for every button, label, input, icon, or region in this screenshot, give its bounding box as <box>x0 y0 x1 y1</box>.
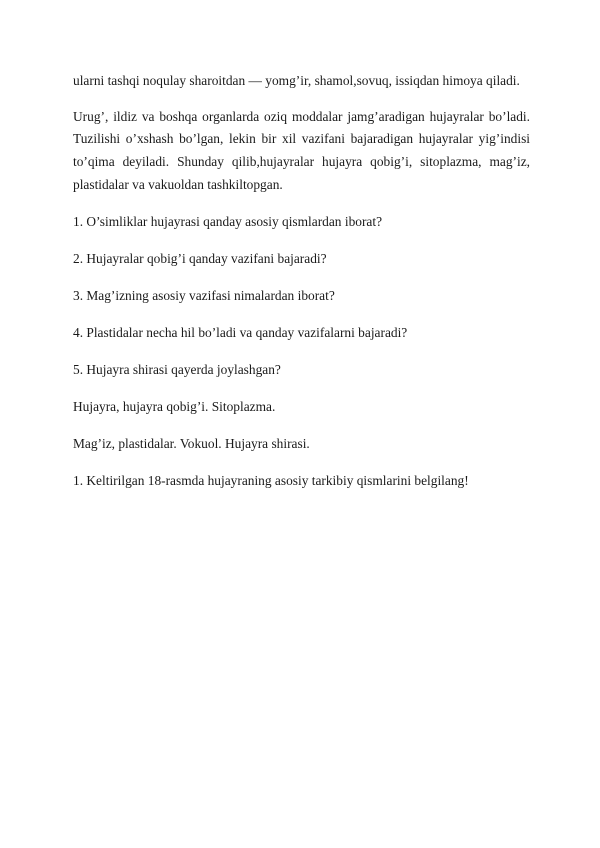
question-5: 5. Hujayra shirasi qayerda joylashgan? <box>73 361 281 377</box>
task-line: 1. Keltirilgan 18-rasmda hujayraning asosiy tarkibiy qismlarini belgilang! <box>73 472 469 488</box>
document-body <box>73 70 530 507</box>
terms-line-1: Hujayra, hujayra qobig’i. Sitoplazma. <box>73 398 276 414</box>
question-1: 1. O’simliklar hujayrasi qanday asosiy qismlardan iborat? <box>73 213 383 229</box>
question-2: 2. Hujayralar qobig’i qanday vazifani bajaradi? <box>73 250 327 266</box>
question-4: 4. Plastidalar necha hil bo’ladi va qanday vazifalarni bajaradi? <box>73 324 408 340</box>
question-3: 3. Mag’izning asosiy vazifasi nimalardan iborat? <box>73 287 335 303</box>
terms-line-2: Mag’iz, plastidalar. Vokuol. Hujayra shirasi. <box>73 435 310 451</box>
paragraph-protection: ularni tashqi noqulay sharoitdan — yomg’ir, shamol,sovuq, issiqdan himoya qiladi. <box>73 73 520 88</box>
paragraph-cells-tissue: Urug’, ildiz va boshqa organlarda oziq moddalar jamg’aradigan hujayralar bo’ladi. Tuzilishi o’xshash bo’lgan, lekin bir xil vazifani bajaradigan hujayralar yig’indisi to’qima deyiladi. Shunday qilib,hujayralar hujayra qobig’i, sitoplazma, mag’iz, plastidalar va vakuoldan tashkiltopgan. <box>73 108 530 192</box>
